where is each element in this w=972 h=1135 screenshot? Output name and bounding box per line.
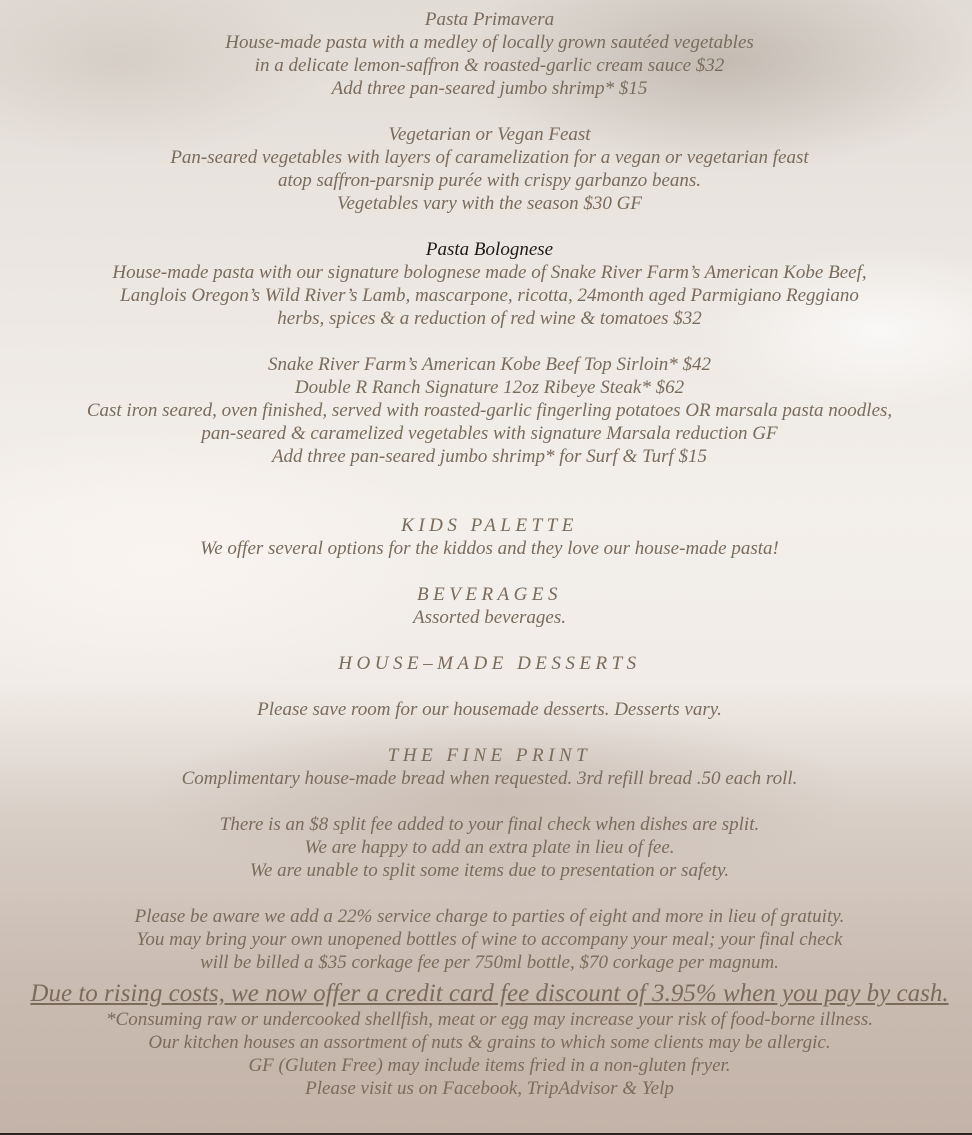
fine-print-service: will be billed a $35 corkage fee per 750ml bottle, $70 corkage per magnum.: [200, 952, 779, 973]
disclaimer-line: GF (Gluten Free) may include items fried in a non-gluten fryer.: [248, 1055, 731, 1076]
spacer: [0, 882, 972, 905]
menu-item-addon: Add three pan-seared jumbo shrimp* $15: [331, 78, 648, 99]
section-heading-fine-print: THE FINE PRINT: [387, 745, 592, 766]
fine-print-split: We are happy to add an extra plate in lieu of fee.: [304, 837, 675, 858]
section-text-kids: We offer several options for the kiddos and they love our house-made pasta!: [200, 538, 779, 559]
social-line: Please visit us on Facebook, TripAdvisor & Yelp: [305, 1078, 674, 1099]
menu-item-description: House-made pasta with a medley of locally grown sautéed vegetables: [225, 32, 754, 53]
spacer: [0, 629, 972, 652]
section-heading-kids: KIDS PALETTE: [401, 515, 578, 536]
section-heading-beverages: BEVERAGES: [417, 584, 562, 605]
menu-item-price: Vegetables vary with the season $30 GF: [336, 193, 642, 214]
spacer: [0, 468, 972, 514]
spacer: [0, 675, 972, 698]
menu-item-description: Langlois Oregon’s Wild River’s Lamb, mascarpone, ricotta, 24month aged Parmigiano Reggiano: [120, 285, 859, 306]
section-text-beverages: Assorted beverages.: [412, 607, 567, 628]
spacer: [0, 330, 972, 353]
menu-item-name: Snake River Farm’s American Kobe Beef Top Sirloin* $42: [268, 354, 711, 375]
cash-discount-notice: Due to rising costs, we now offer a credit card fee discount of 3.95% when you pay by cash.: [30, 980, 949, 1007]
menu-item-description: pan-seared & caramelized vegetables with signature Marsala reduction GF: [201, 423, 778, 444]
disclaimer-line: Our kitchen houses an assortment of nuts & grains to which some clients may be allergic.: [148, 1032, 831, 1053]
fine-print-service: You may bring your own unopened bottles of wine to accompany your meal; your final check: [136, 929, 843, 950]
spacer: [0, 215, 972, 238]
spacer: [0, 100, 972, 123]
fine-print-service: Please be aware we add a 22% service charge to parties of eight and more in lieu of gratuity.: [134, 906, 845, 927]
spacer: [0, 721, 972, 744]
menu-page: [0, 8, 972, 1100]
menu-item-name: Pasta Primavera: [424, 9, 555, 30]
menu-item-description: Cast iron seared, oven finished, served with roasted-garlic fingerling potatoes OR marsala pasta noodles,: [86, 400, 893, 421]
section-text-desserts: Please save room for our housemade desserts. Desserts vary.: [257, 699, 722, 720]
menu-item-description: Pan-seared vegetables with layers of caramelization for a vegan or vegetarian feast: [170, 147, 809, 168]
fine-print-bread: Complimentary house-made bread when requested. 3rd refill bread .50 each roll.: [181, 768, 798, 789]
menu-item-description: House-made pasta with our signature bolognese made of Snake River Farm’s American Kobe Beef,: [112, 262, 867, 283]
section-heading-desserts: HOUSE–MADE DESSERTS: [338, 653, 641, 674]
fine-print-split: We are unable to split some items due to presentation or safety.: [249, 860, 730, 881]
menu-item-name: Vegetarian or Vegan Feast: [388, 124, 591, 145]
fine-print-split: There is an $8 split fee added to your final check when dishes are split.: [219, 814, 760, 835]
menu-item-description: in a delicate lemon-saffron & roasted-garlic cream sauce $32: [254, 55, 725, 76]
spacer: [0, 560, 972, 583]
menu-item-description: atop saffron-parsnip purée with crispy garbanzo beans.: [277, 170, 702, 191]
menu-item-addon: Add three pan-seared jumbo shrimp* for Surf & Turf $15: [271, 446, 708, 467]
disclaimer-line: *Consuming raw or undercooked shellfish, meat or egg may increase your risk of food-borne illness.: [106, 1009, 873, 1030]
spacer: [0, 790, 972, 813]
menu-item-name-highlighted: Pasta Bolognese: [425, 239, 554, 260]
menu-item-price: herbs, spices & a reduction of red wine & tomatoes $32: [277, 308, 702, 329]
menu-item-name: Double R Ranch Signature 12oz Ribeye Steak* $62: [294, 377, 685, 398]
